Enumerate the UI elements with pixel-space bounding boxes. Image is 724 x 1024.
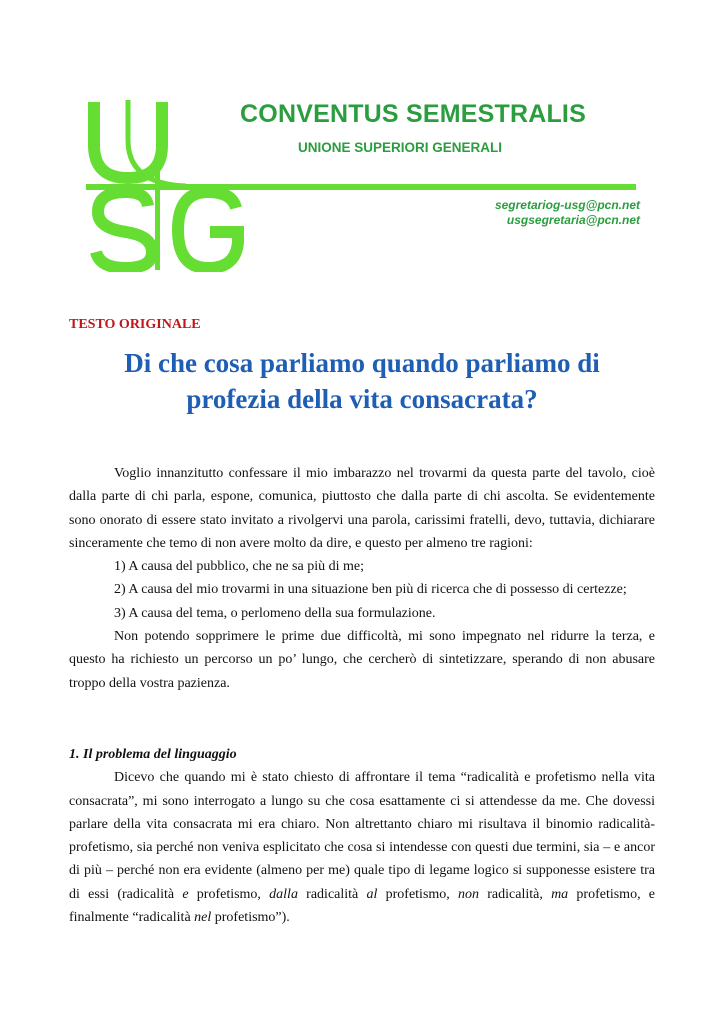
section-paragraph (69, 766, 655, 929)
reason-item-2: 2) A causa del mio trovarmi in una situazione ben più di ricerca che di possesso di certezze; (114, 582, 627, 598)
emph-al: al (366, 886, 378, 902)
section-text-4: radicalità, (479, 886, 552, 902)
emph-dalla: dalla (269, 886, 298, 902)
section-text-6: profetismo”). (211, 910, 290, 926)
section-heading: 1. Il problema del linguaggio (69, 747, 237, 762)
intro-paragraph: Voglio innanzitutto confessare il mio imbarazzo nel trovarmi da questa parte del tavolo, cioè dalla parte di chi parla, espone, comunica, piuttosto che dalla parte di chi ascolta. Se evidentemente sono onorato di essere stato invitato a rivolgervi una parola, carissimi fratelli, devo, tuttavia, dichiarare sinceramente che temo di non avere molto da dire, e questo per almeno tre ragioni: (69, 466, 655, 551)
email-link-2[interactable]: usgsegretaria@pcn.net (506, 213, 640, 227)
title-line-1: Di che cosa parliamo quando parliamo di (124, 348, 600, 378)
section-text-2: radicalità (297, 886, 367, 902)
reason-item-3: 3) A causa del tema, o perlomeno della sua formulazione. (114, 605, 436, 621)
intro-section (69, 462, 655, 695)
document-title (60, 345, 664, 417)
original-text-label: TESTO ORIGINALE (69, 317, 201, 332)
title-line-2: profezia della vita consacrata? (186, 384, 538, 414)
header-subtitle: UNIONE SUPERIORI GENERALI (297, 140, 503, 155)
section-language (69, 743, 655, 929)
emph-e: e (182, 886, 189, 902)
section-text-1: profetismo, (188, 886, 270, 902)
header-title: CONVENTUS SEMESTRALIS (240, 100, 586, 128)
emph-non: non (458, 886, 480, 902)
reason-item-1: 1) A causa del pubblico, che ne sa più di me; (114, 559, 364, 575)
email-link-1[interactable]: segretariog-usg@pcn.net (494, 198, 640, 212)
emph-ma: ma (551, 886, 569, 902)
emph-nel: nel (194, 910, 212, 926)
second-paragraph: Non potendo sopprimere le prime due difficoltà, mi sono impegnato nel ridurre la terza, e questo ha richiesto un percorso un po’ lungo, che cercherò di sintetizzare, sperando di non abusare troppo della vostra pazienza. (69, 629, 655, 691)
section-text-start: Dicevo che quando mi è stato chiesto di affrontare il tema “radicalità e profetismo nella vita consacrata”, mi sono interrogato a lungo su che cosa esattamente ci si attendesse da me. Che dovessi parlare della vita consacrata mi era chiaro. Non altrettanto chiaro mi risultava il binomio radicalità-profetismo, sia perché non veniva esplicitato che cosa si intendesse con questi due termini, sia – e ancor di più – perché non era evidente (almeno per me) quale tipo di legame logico si supponesse esistere tra di essi (radicalità (69, 770, 655, 902)
section-text-5: profetismo, e finalmente “radicalità (69, 886, 656, 926)
section-text-3: profetismo, (377, 886, 459, 902)
